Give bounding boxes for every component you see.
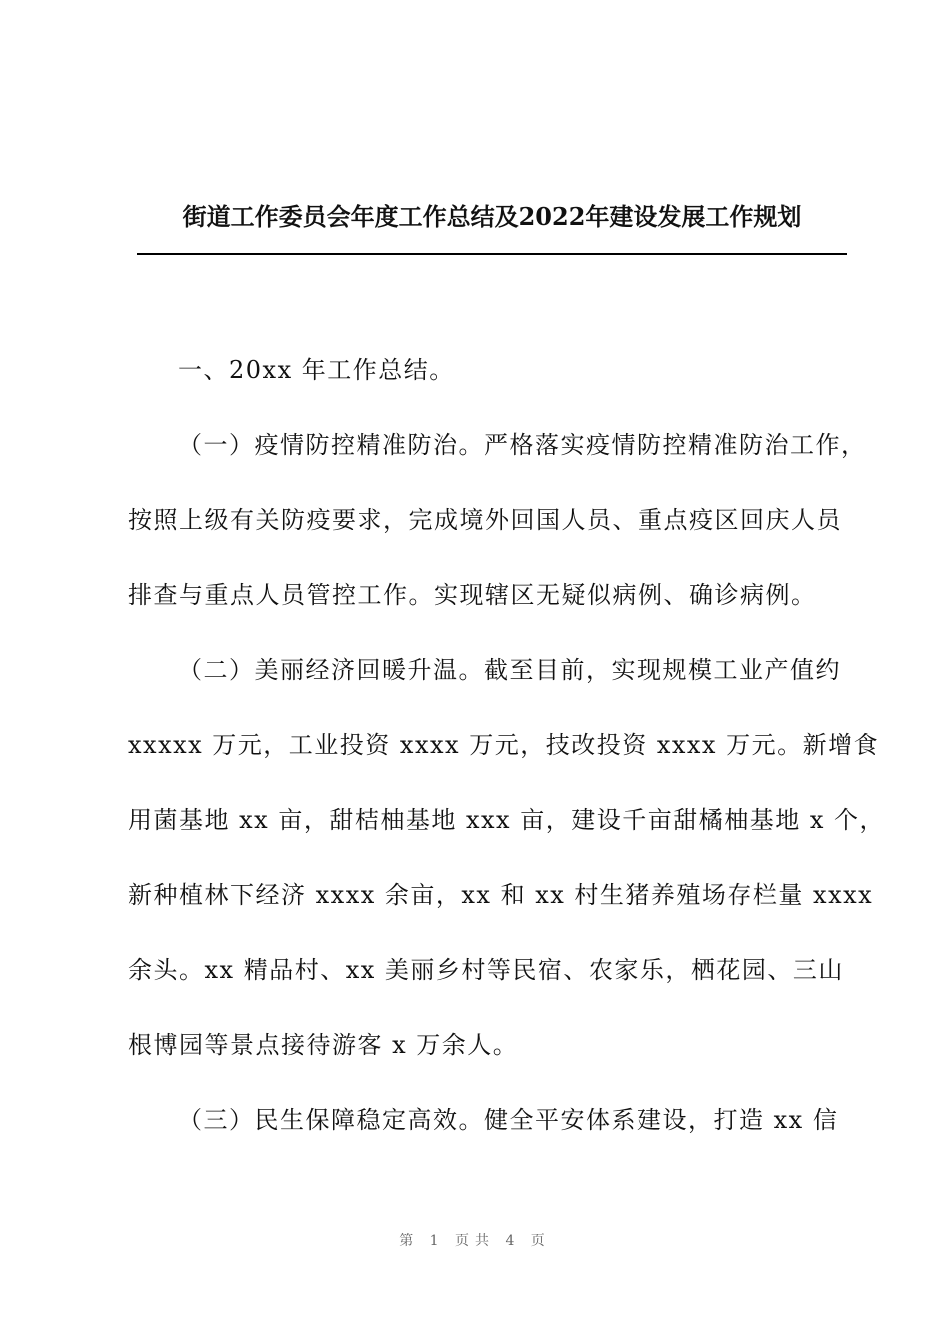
paragraph-line: （三）民生保障稳定高效。健全平安体系建设，打造 xx 信 xyxy=(178,1106,839,1134)
paragraph-line: 用菌基地 xx 亩，甜桔柚基地 xxx 亩，建设千亩甜橘柚基地 x 个， xyxy=(128,806,885,834)
paragraph-line: 新种植林下经济 xxxx 余亩，xx 和 xx 村生猪养殖场存栏量 xxxx xyxy=(128,881,874,909)
document-title: 街道工作委员会年度工作总结及2022年建设发展工作规划 xyxy=(182,202,802,231)
paragraph-line: 余头。xx 精品村、xx 美丽乡村等民宿、农家乐，栖花园、三山 xyxy=(128,956,844,984)
page-number-footer: 第 1 页共 4 页 xyxy=(399,1233,551,1249)
section-heading: 一、20xx 年工作总结。 xyxy=(178,356,455,384)
paragraph-line: xxxxx 万元，工业投资 xxxx 万元，技改投资 xxxx 万元。新增食 xyxy=(128,731,880,759)
paragraph-line: 根博园等景点接待游客 x 万余人。 xyxy=(128,1031,519,1059)
paragraph-line: 按照上级有关防疫要求，完成境外回国人员、重点疫区回庆人员 xyxy=(128,506,842,534)
title-underline xyxy=(137,253,847,255)
paragraph-line: （二）美丽经济回暖升温。截至目前，实现规模工业产值约 xyxy=(178,656,841,684)
paragraph-line: 排查与重点人员管控工作。实现辖区无疑似病例、确诊病例。 xyxy=(128,581,817,609)
paragraph-line: （一）疫情防控精准防治。严格落实疫情防控精准防治工作， xyxy=(178,431,867,459)
